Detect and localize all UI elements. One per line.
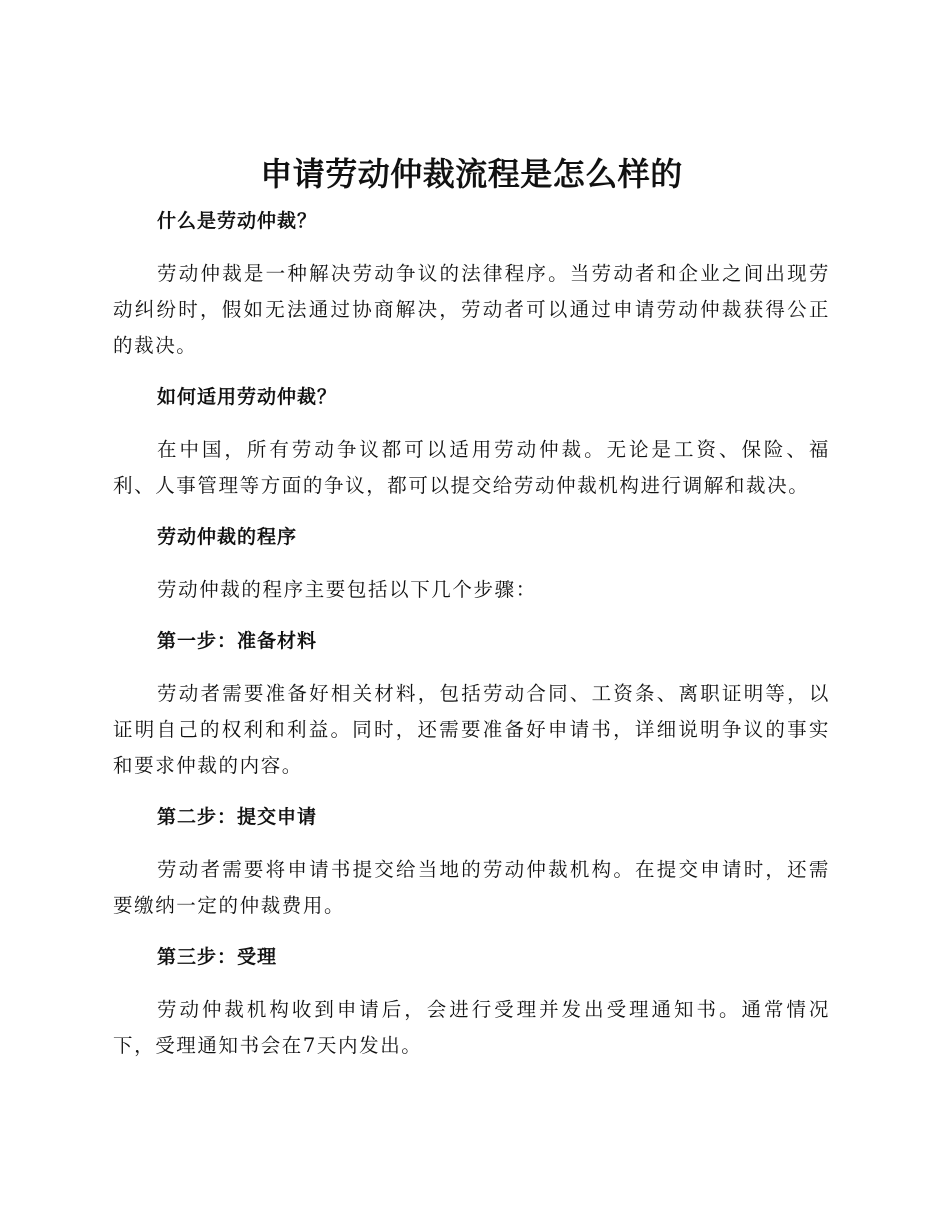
paragraph-step-2: 劳动者需要将申请书提交给当地的劳动仲裁机构。在提交申请时，还需要缴纳一定的仲裁费用。 [113, 858, 830, 917]
document-title: 申请劳动仲裁流程是怎么样的 [260, 155, 683, 193]
section-heading-step-2: 第二步：提交申请 [157, 806, 318, 828]
paragraph-procedure: 劳动仲裁的程序主要包括以下几个步骤： [157, 578, 537, 601]
section-heading-what-is: 什么是劳动仲裁？ [157, 210, 318, 232]
paragraph-how-to-apply: 在中国，所有劳动争议都可以适用劳动仲裁。无论是工资、保险、福利、人事管理等方面的争议，都可以提交给劳动仲裁机构进行调解和裁决。 [113, 438, 830, 497]
paragraph-what-is: 劳动仲裁是一种解决劳动争议的法律程序。当劳动者和企业之间出现劳动纠纷时，假如无法通过协商解决，劳动者可以通过申请劳动仲裁获得公正的裁决。 [113, 262, 830, 357]
paragraph-step-1: 劳动者需要准备好相关材料，包括劳动合同、工资条、离职证明等，以证明自己的权利和利益。同时，还需要准备好申请书，详细说明争议的事实和要求仲裁的内容。 [113, 682, 830, 777]
section-heading-step-3: 第三步：受理 [157, 946, 278, 968]
section-heading-how-to-apply: 如何适用劳动仲裁？ [157, 386, 338, 408]
paragraph-step-3: 劳动仲裁机构收到申请后，会进行受理并发出受理通知书。通常情况下，受理通知书会在7天内发出。 [113, 998, 830, 1057]
section-heading-procedure: 劳动仲裁的程序 [157, 526, 298, 548]
section-heading-step-1: 第一步：准备材料 [157, 630, 318, 652]
